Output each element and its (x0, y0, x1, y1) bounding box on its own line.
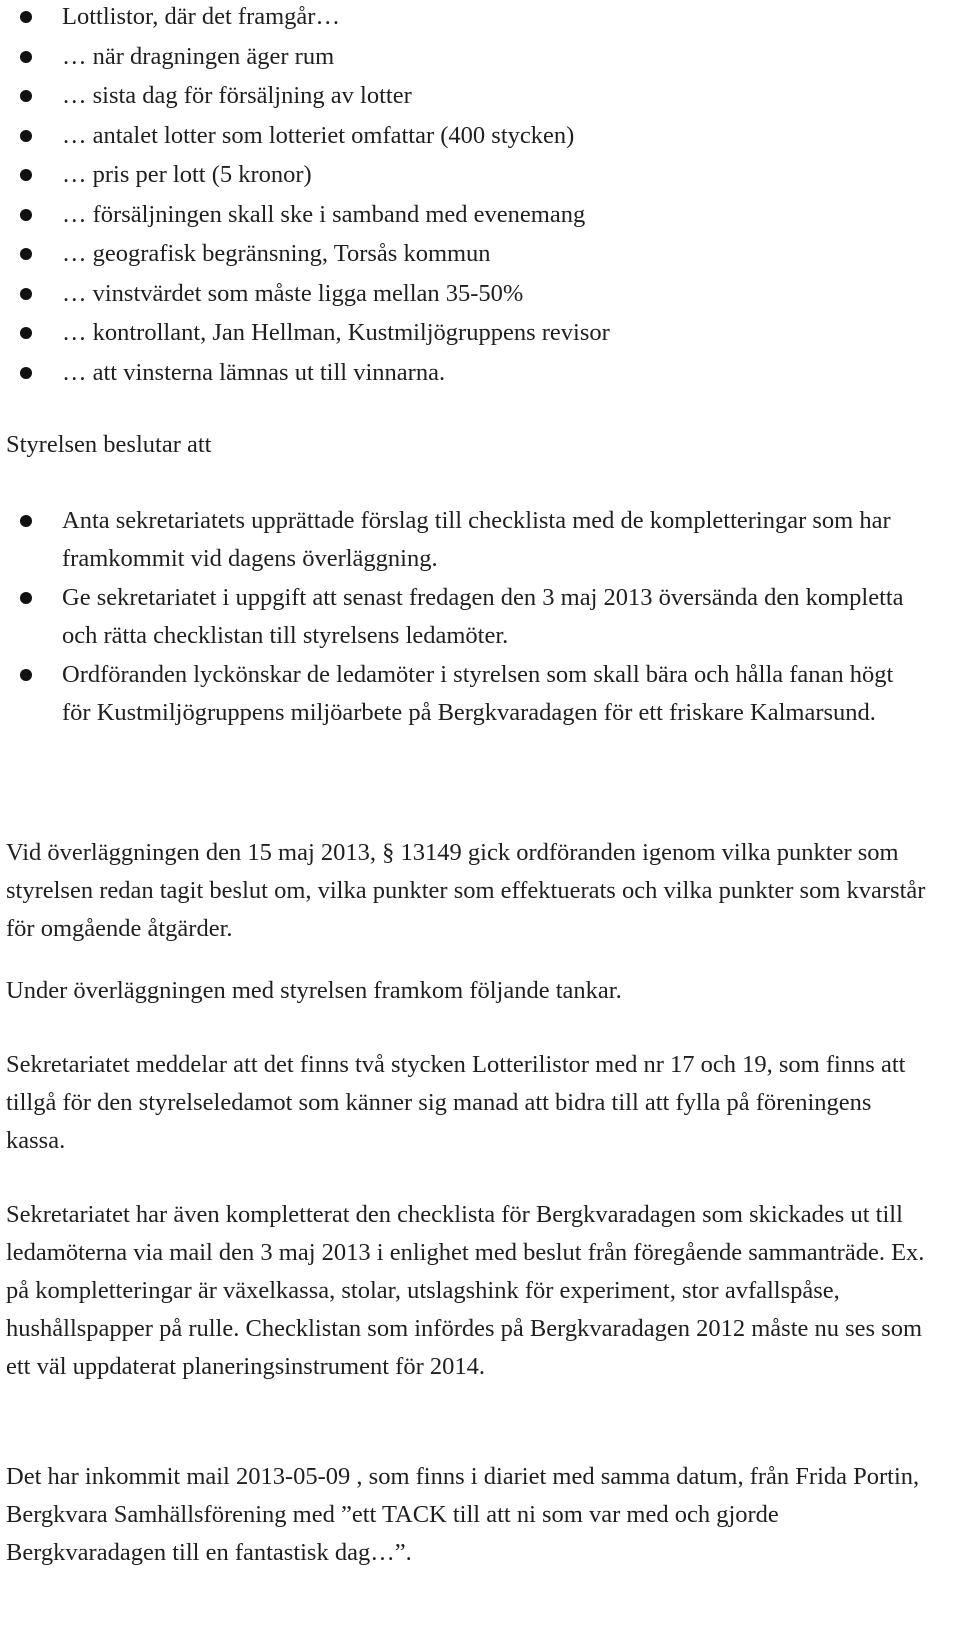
bullet-icon (20, 592, 32, 604)
list-item (0, 77, 630, 117)
list-item-text: … att vinsterna lämnas ut till vinnarna. (62, 358, 446, 386)
list-item-text: … kontrollant, Jan Hellman, Kustmiljögruppens revisor (62, 319, 610, 346)
list-item (0, 0, 630, 38)
bullet-icon (20, 515, 32, 527)
decision-heading: Styrelsen beslutar att (6, 431, 212, 458)
bullet-icon (20, 669, 32, 681)
bullet-icon (20, 248, 32, 260)
paragraph-mail: Det har inkommit mail 2013-05-09 , som finns i diariet med samma datum, från Frida Portin, Bergkvara Samhällsförening med ”ett TACK till att ni som var med och gjorde Bergkvaradagen till en fantastisk dag…”. (6, 1463, 920, 1566)
bullet-icon (20, 367, 32, 379)
bullet-icon (20, 11, 32, 23)
list-item (0, 275, 630, 315)
list-item-text: Ge sekretariatet i uppgift att senast fredagen den 3 maj 2013 översända den kompletta och rätta checklistan till styrelsens ledamöter. (62, 584, 904, 649)
list-item-text: … vinstvärdet som måste ligga mellan 35-50% (62, 279, 524, 307)
decision-list (0, 502, 940, 733)
bullet-icon (20, 90, 32, 102)
list-item-text: … pris per lott (5 kronor) (62, 161, 312, 188)
list-item-text: … när dragningen äger rum (62, 42, 335, 70)
list-item-text: Anta sekretariatets upprättade förslag till checklista med de kompletteringar som har framkommit vid dagens överläggning. (62, 507, 891, 572)
bullet-icon (20, 130, 32, 142)
paragraph-review: Vid överläggningen den 15 maj 2013, § 13149 gick ordföranden igenom vilka punkter som styrelsen redan tagit beslut om, vilka punkter som effektuerats och vilka punkter som kvarstår för omgående åtgärder. (6, 839, 926, 942)
list-item (0, 38, 630, 78)
list-item (0, 235, 630, 275)
list-item-text: … försäljningen skall ske i samband med evenemang (62, 200, 586, 228)
list-item-text: … sista dag för försäljning av lotter (62, 82, 412, 109)
list-item (0, 579, 940, 655)
list-item (0, 117, 630, 157)
list-item (0, 196, 630, 236)
paragraph-thoughts: Under överläggningen med styrelsen framkom följande tankar. (6, 977, 622, 1004)
list-item (0, 354, 630, 394)
paragraph-lottery-lists: Sekretariatet meddelar att det finns två stycken Lotterilistor med nr 17 och 19, som finns att tillgå för den styrelseledamot som känner sig manad att bidra till att fylla på föreningens kassa. (6, 1051, 906, 1154)
list-item-text: … geografisk begränsning, Torsås kommun (62, 240, 491, 267)
list-item (0, 502, 940, 578)
list-item-text: Ordföranden lyckönskar de ledamöter i styrelsen som skall bära och hålla fanan högt för Kustmiljögruppens miljöarbete på Bergkvaradagen för ett friskare Kalmarsund. (62, 661, 894, 726)
paragraph-checklist: Sekretariatet har även kompletterat den checklista för Bergkvaradagen som skickades ut till ledamöterna via mail den 3 maj 2013 i enlighet med beslut från föregående sammanträde. Ex. på kompletteringar är växelkassa, stolar, utslagshink för experiment, stor avfallspåse, hushållspapper på rulle. Checklistan som infördes på Bergkvaradagen 2012 måste nu ses som ett väl uppdaterat planeringsinstrument för 2014. (6, 1201, 925, 1380)
list-item (0, 314, 630, 354)
bullet-icon (20, 288, 32, 300)
bullet-icon (20, 51, 32, 63)
bullet-icon (20, 209, 32, 221)
bullet-icon (20, 327, 32, 339)
list-item (0, 156, 630, 196)
list-item-text: … antalet lotter som lotteriet omfattar (400 stycken) (62, 121, 575, 149)
list-item-text: Lottlistor, där det framgår… (62, 3, 340, 30)
lottery-requirements-list (0, 0, 630, 393)
list-item (0, 656, 940, 732)
bullet-icon (20, 169, 32, 181)
